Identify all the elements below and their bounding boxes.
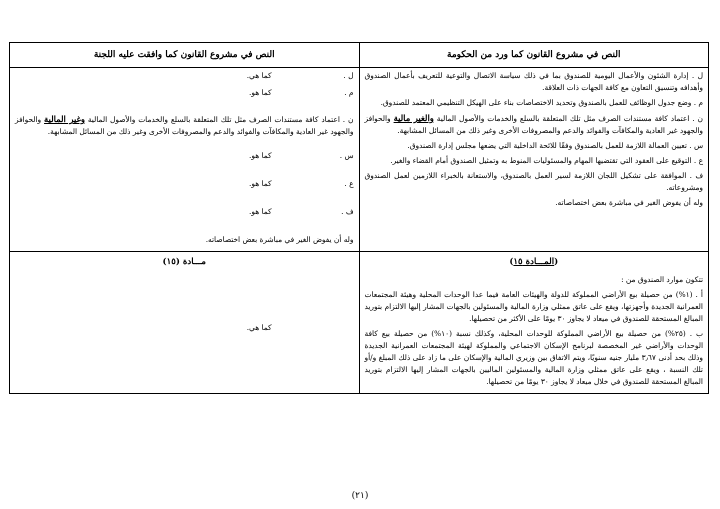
resource-a: أ . (١%) من حصيلة بيع الأراضي المملوكة للدولة والهيئات العامة فيما عدا الوحدات المحلية وهيئة المجتمعات العمرانية الجديدة وأجهزتها، ويقع على عاتق ممثلي وزارة المالية والمسئولين بالجهات المشار إليها الالتزام بتوريد المبالغ المستحقة للصندوق في ميعاد لا يجاوز ٣٠ يومًا على الأكثر من تحصيلها. xyxy=(364,290,703,323)
committee-item-n xyxy=(15,113,354,138)
same-text-a: كما هو. xyxy=(249,179,272,188)
committee-item-a xyxy=(15,178,354,192)
item-m: م . وضع جدول الوظائف للعمل بالصندوق وتحديد الاختصاصات بناء على الهيكل التنظيمي المعتمد للصندوق. xyxy=(380,98,703,107)
article-15-heading-committee: مـــادة (١٥) xyxy=(162,257,206,267)
item-s: س . تعيين العمالة اللازمة للعمل بالصندوق وفقًا للائحة الداخلية التي يضعها مجلس إدارة الصندوق. xyxy=(407,141,703,150)
page-number: (٢١) xyxy=(351,491,369,501)
same-text-s: كما هو. xyxy=(249,151,272,160)
item-f: ف . الموافقة على تشكيل اللجان اللازمة لسير العمل بالصندوق، والاستعانة بالخبراء اللازمين لعمل الصندوق ومشروعاته. xyxy=(364,171,703,192)
item-n-rest: والحوافز والجهود غير العادية والمكافآت والفوائد والدعم والمصروفات الأخرى وغير ذلك من المسائل المشابهة. xyxy=(364,114,703,135)
committee-item-l xyxy=(15,70,354,84)
delegate-text: وله أن يفوض الغير في مباشرة بعض اختصاصاته. xyxy=(555,198,703,207)
committee-n-rest: والحوافز والجهود غير العادية والمكافآت والفوائد والدعم والمصروفات الأخرى وغير ذلك من المسائل المشابهة. xyxy=(15,115,354,136)
comparison-table xyxy=(9,42,709,394)
resources-intro: تتكون موارد الصندوق من : xyxy=(621,275,703,284)
row-article-14-items xyxy=(10,68,709,252)
committee-column xyxy=(10,68,360,252)
article-15-heading-government: (المـــادة ١٥) xyxy=(509,257,559,267)
committee-item-s xyxy=(15,150,354,164)
committee-delegate-text: وله أن يفوض الغير في مباشرة بعض اختصاصاته. xyxy=(205,235,354,244)
same-text-l: كما هي. xyxy=(246,71,272,80)
committee-n-text: ن . اعتماد كافة مستندات الصرف مثل تلك المتعلقة بالسلع والخدمات والأصول المالية xyxy=(87,115,354,124)
committee-article-15 xyxy=(10,252,360,394)
letter-f: ف . xyxy=(341,207,354,216)
item-n xyxy=(365,112,704,137)
header-committee-text: النص في مشروع القانون كما وافقت عليه اللجنة xyxy=(10,43,360,68)
government-article-15 xyxy=(359,252,709,394)
letter-a: ع . xyxy=(344,179,354,188)
same-text-m: كما هو. xyxy=(249,88,272,97)
item-n-text: ن . اعتماد كافة مستندات الصرف مثل تلك المتعلقة بالسلع والخدمات والأصول المالية xyxy=(436,114,703,123)
letter-l: ل . xyxy=(343,71,354,80)
item-a: ع . التوقيع على العقود التي تقتضيها المهام والمسئوليات المنوط به وتمثيل الصندوق أمام القضاء والغير. xyxy=(390,156,703,165)
header-row xyxy=(10,43,709,68)
government-column xyxy=(359,68,709,252)
committee-item-m xyxy=(15,87,354,101)
committee-article-15-text: كما هي. xyxy=(246,323,272,332)
item-l: ل . إدارة الشئون والأعمال اليومية للصندوق بما في ذلك سياسة الاتصال والتوعية للتعريف بأعمال الصندوق وأهدافه وتنسيق التعاون مع كافة الجهات ذات العلاقة. xyxy=(364,71,703,92)
committee-n-bold: وغير المالية xyxy=(44,114,85,124)
committee-item-f xyxy=(15,206,354,220)
resource-b: ب . (٢٥%) من حصيلة بيع الأراضي المملوكة للوحدات المحلية، وكذلك نسبة (١٠%) من حصيلة بيع كافة الوحدات والأراضي غير المخصصة لبرنامج الإسكان الاجتماعي والمملوكة لهيئة المجتمعات العمرانية الجديدة وذلك بحد أدنى ٣٫٦٧ مليار جنيه سنويًا، ويتم الاتفاق بين وزيري المالية والإسكان على ما زاد على ذلك المبلغ و/أو تلك النسبة ، ويقع على عاتق ممثلي وزارة المالية والمسئولين الماليين بالجهات المشار إليها الالتزام بتوريد المبالغ المستحقة للصندوق في خلال ميعاد لا يجاوز ٣٠ يومًا من تحصيلها. xyxy=(364,329,704,386)
letter-m: م . xyxy=(344,88,354,97)
same-text-f: كما هو. xyxy=(249,207,272,216)
letter-s: س . xyxy=(339,151,354,160)
row-article-15 xyxy=(10,252,709,394)
header-government-text: النص في مشروع القانون كما ورد من الحكومة xyxy=(359,43,709,68)
item-n-bold: والغير مالية xyxy=(393,113,434,123)
